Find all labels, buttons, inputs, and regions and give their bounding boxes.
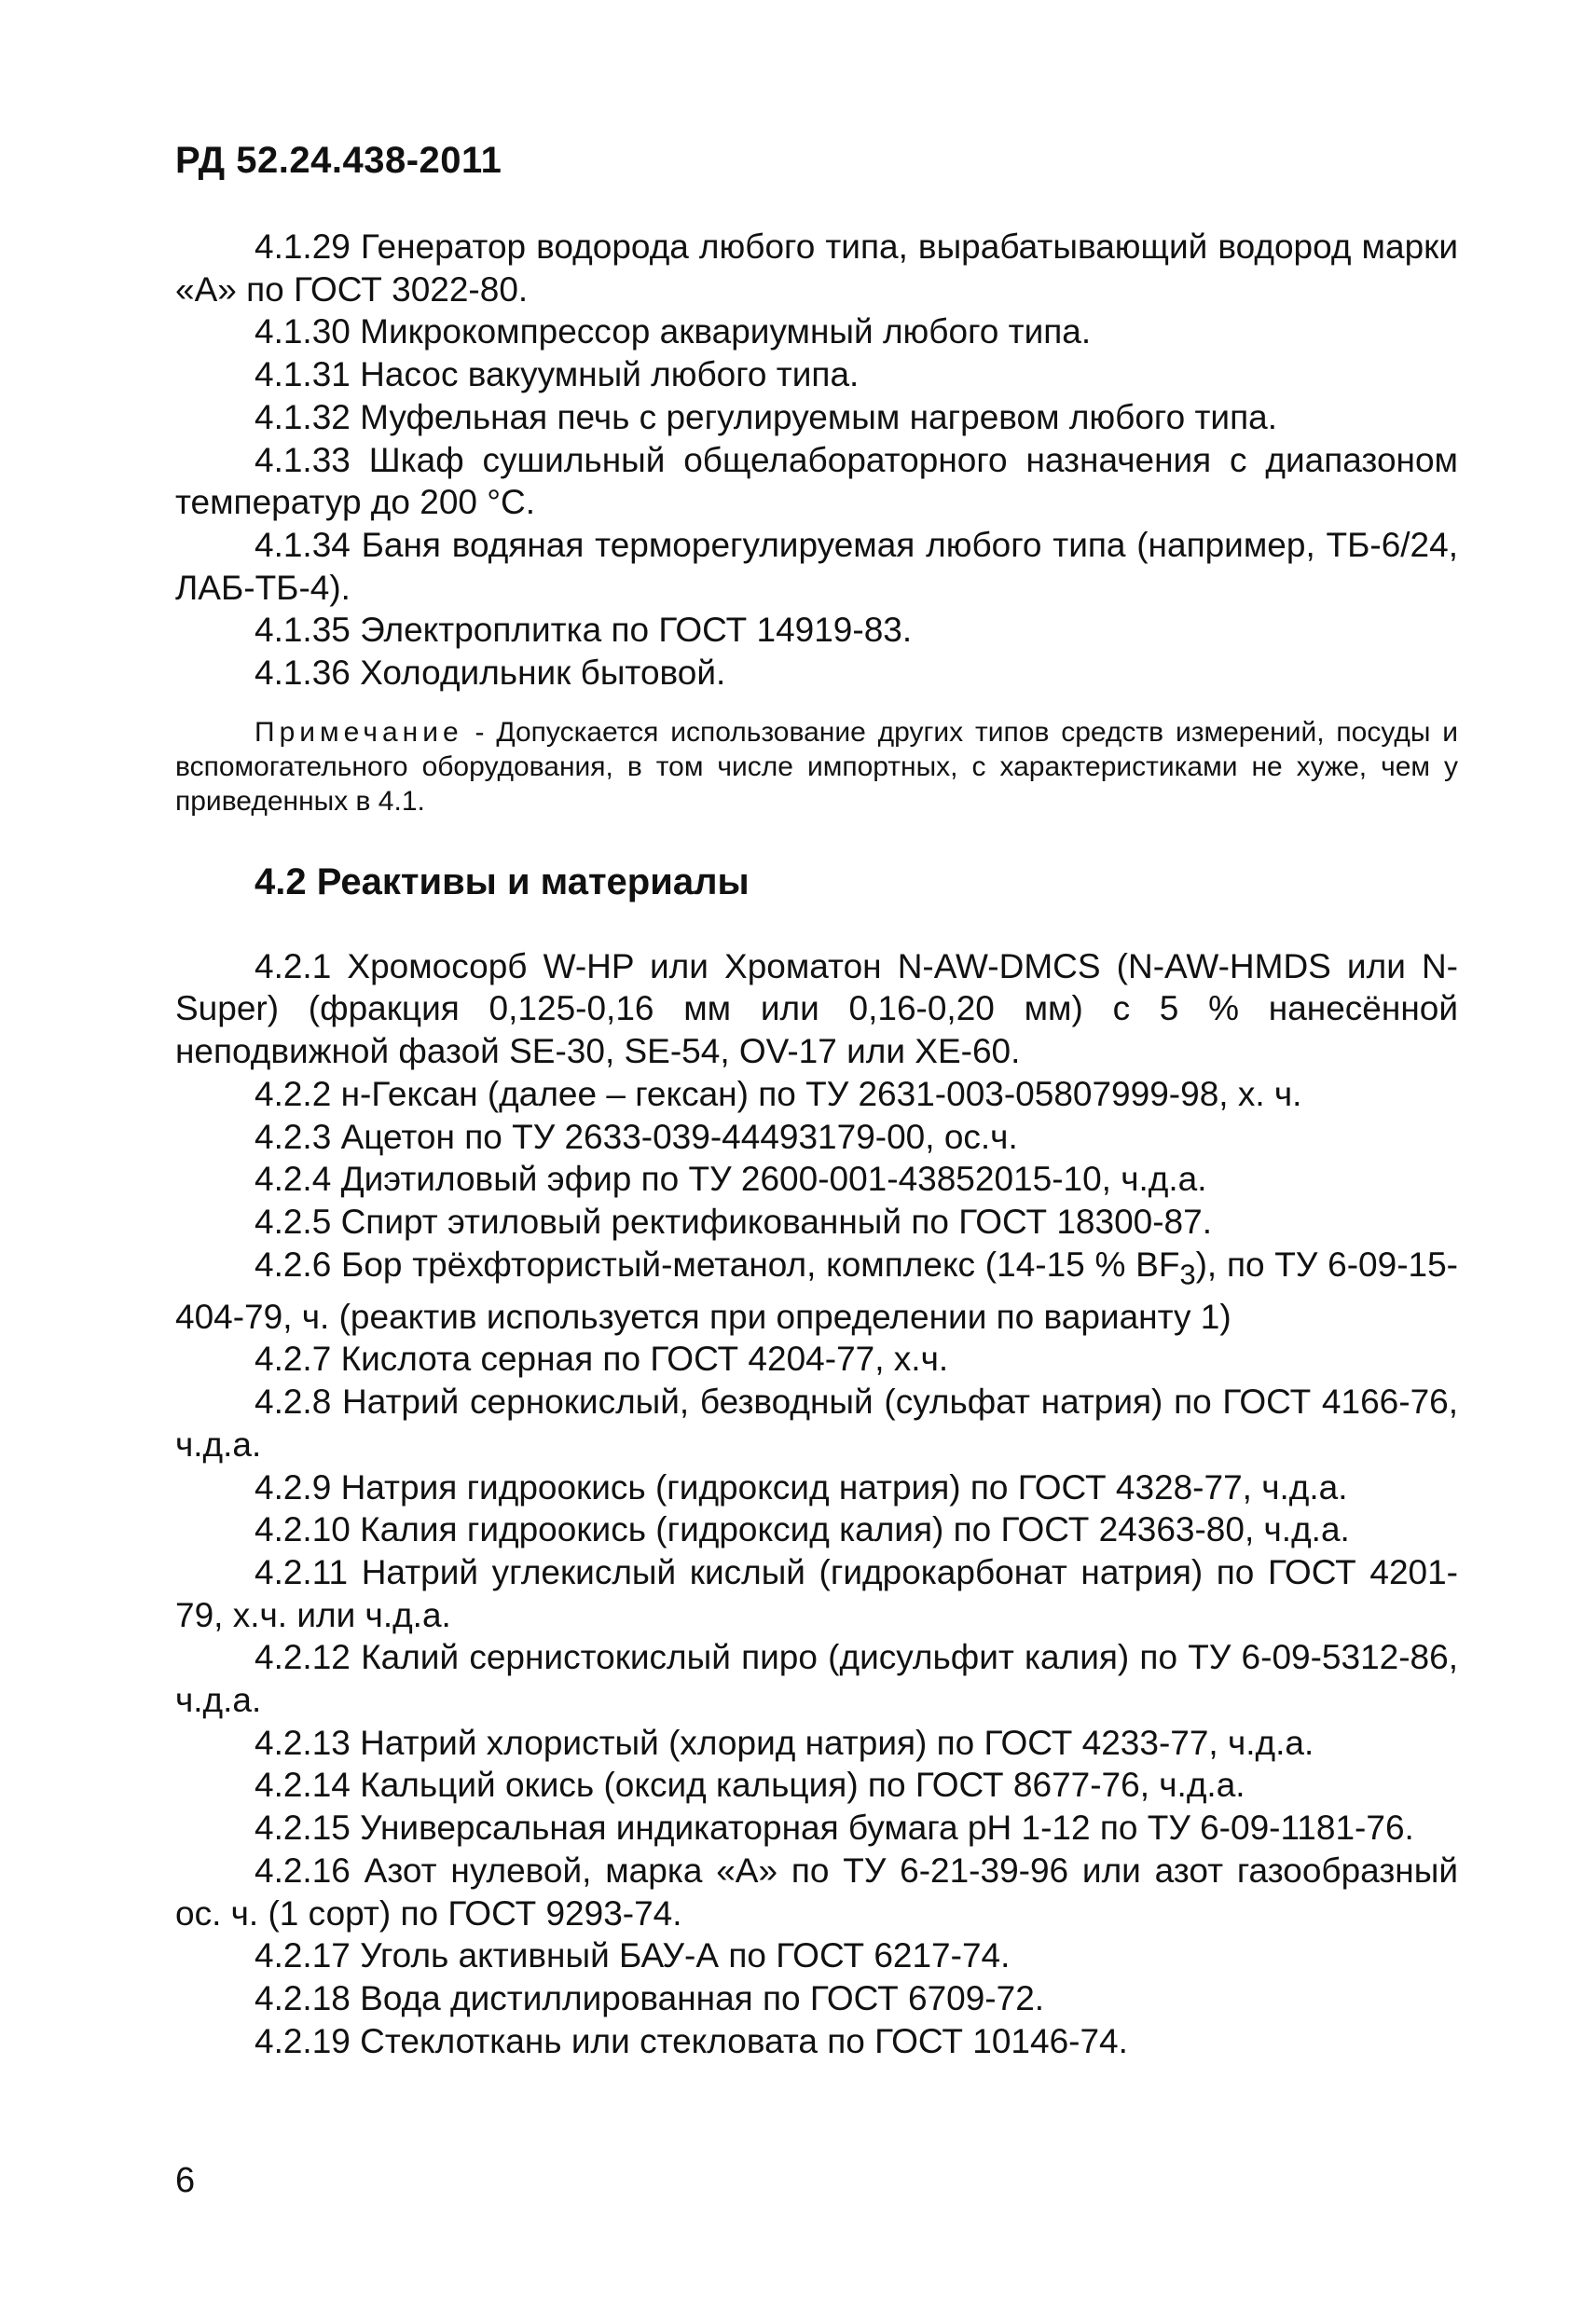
equipment-item-4-1-30: 4.1.30 Микрокомпрессор аквариумный любого типа. [255,312,1092,351]
reagent-4-2-6-end: ), по ТУ 6-09-15-404-79, ч. (реактив используется при определении по варианту 1) [175,1245,1459,1336]
equipment-item-4-1-36: 4.1.36 Холодильник бытовой. [255,654,726,693]
document-code-header: РД 52.24.438-2011 [175,140,502,181]
reagent-item-4-2-1: 4.2.1 Хромосорб W-HP или Хроматон N-AW-DMCS (N-AW-HMDS или N-Super) (фракция 0,125-0,16 мм или 0,16-0,20 мм) с 5 % нанесённой неподвижной фазой SE-30, SE-54, OV-17 или XE-60. [175,946,1458,1071]
reagent-item-4-2-8: 4.2.8 Натрий сернокислый, безводный (сульфат натрия) по ГОСТ 4166-76, ч.д.а. [175,1383,1458,1464]
reagent-item-4-2-14: 4.2.14 Кальций окись (оксид кальция) по ГОСТ 8677-76, ч.д.а. [255,1766,1245,1805]
page-number: 6 [175,2161,196,2200]
equipment-item-4-1-34: 4.1.34 Баня водяная терморегулируемая любого типа (например, ТБ-6/24, ЛАБ-ТБ-4). [175,525,1458,607]
note-paragraph [175,715,1458,819]
reagent-item-4-2-18: 4.2.18 Вода дистиллированная по ГОСТ 6709-72. [255,1979,1045,2017]
reagent-item-4-2-2: 4.2.2 н-Гексан (далее – гексан) по ТУ 2631-003-05807999-98, х. ч. [255,1074,1302,1113]
reagent-item-4-2-3: 4.2.3 Ацетон по ТУ 2633-039-44493179-00, ос.ч. [255,1117,1018,1156]
document-body [175,226,1458,2062]
reagent-item-4-2-7: 4.2.7 Кислота серная по ГОСТ 4204-77, х.ч. [255,1340,949,1379]
equipment-item-4-1-29: 4.1.29 Генератор водорода любого типа, вырабатывающий водород марки «А» по ГОСТ 3022-80. [175,227,1458,309]
reagent-4-2-6-subscript: 3 [1179,1258,1196,1291]
reagent-4-2-6-start: 4.2.6 Бор трёхфтористый-метанол, комплекс (14-15 % BF [255,1245,1180,1284]
reagent-item-4-2-16: 4.2.16 Азот нулевой, марка «А» по ТУ 6-21-39-96 или азот газообразный ос. ч. (1 сорт) по ГОСТ 9293-74. [175,1851,1458,1933]
equipment-item-4-1-31: 4.1.31 Насос вакуумный любого типа. [255,355,860,394]
reagent-item-4-2-6 [175,1244,1458,1339]
equipment-item-4-1-33: 4.1.33 Шкаф сушильный общелабораторного назначения с диапазоном температур до 200 °С. [175,440,1458,522]
reagent-item-4-2-17: 4.2.17 Уголь активный БАУ-А по ГОСТ 6217-74. [255,1936,1011,1975]
reagent-item-4-2-12: 4.2.12 Калий сернистокислый пиро (дисульфит калия) по ТУ 6-09-5312-86, ч.д.а. [175,1638,1458,1720]
note-label: Примечание [255,716,463,748]
reagent-item-4-2-4: 4.2.4 Диэтиловый эфир по ТУ 2600-001-43852015-10, ч.д.а. [255,1160,1207,1199]
equipment-item-4-1-32: 4.1.32 Муфельная печь с регулируемым нагревом любого типа. [255,397,1277,436]
reagent-item-4-2-19: 4.2.19 Стеклоткань или стекловата по ГОСТ 10146-74. [255,2021,1128,2060]
reagent-item-4-2-11: 4.2.11 Натрий углекислый кислый (гидрокарбонат натрия) по ГОСТ 4201-79, х.ч. или ч.д.а. [175,1552,1458,1634]
reagent-item-4-2-5: 4.2.5 Спирт этиловый ректификованный по ГОСТ 18300-87. [255,1202,1212,1241]
reagent-item-4-2-9: 4.2.9 Натрия гидроокись (гидроксид натрия) по ГОСТ 4328-77, ч.д.а. [255,1467,1348,1507]
note-text: - Допускается использование других типов средств измерений, посуды и вспомогательного оборудования, в том числе импортных, с характеристиками не хуже, чем у приведенных в 4.1. [175,716,1458,817]
section-title: 4.2 Реактивы и материалы [255,860,750,902]
equipment-item-4-1-35: 4.1.35 Электроплитка по ГОСТ 14919-83. [255,611,913,650]
reagent-item-4-2-10: 4.2.10 Калия гидроокись (гидроксид калия) по ГОСТ 24363-80, ч.д.а. [255,1510,1350,1549]
reagent-item-4-2-13: 4.2.13 Натрий хлористый (хлорид натрия) по ГОСТ 4233-77, ч.д.а. [255,1723,1314,1762]
reagent-item-4-2-15: 4.2.15 Универсальная индикаторная бумага pH 1-12 по ТУ 6-09-1181-76. [255,1809,1414,1848]
